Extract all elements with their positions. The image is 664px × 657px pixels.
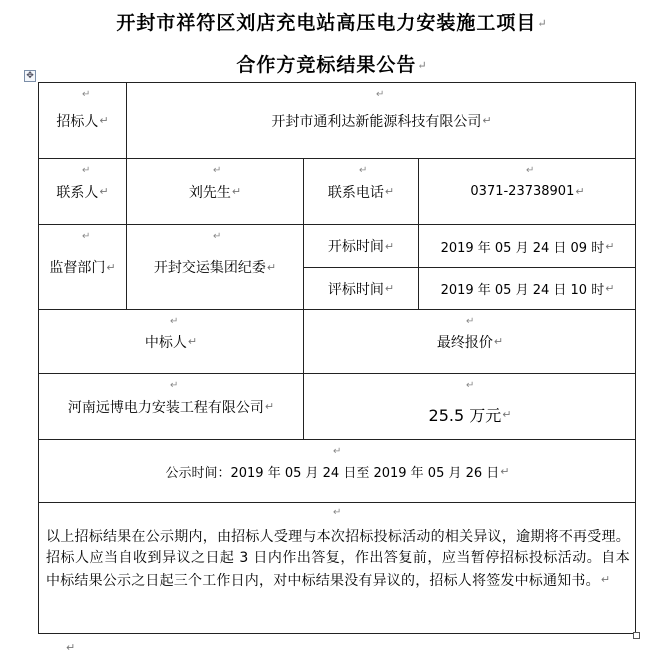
winner-label: 中标人 ↵	[144, 334, 198, 351]
document-title-line-1: 开封市祥符区刘店充电站高压电力安装施工项目↵	[116, 12, 548, 34]
row-divider	[38, 502, 636, 503]
contact-label: 联系人 ↵	[56, 184, 109, 201]
supervisor-value: 开封交运集团纪委 ↵	[153, 260, 277, 276]
contact-value: 刘先生 ↵	[188, 184, 242, 201]
tenderer-value: 开封市通利达新能源科技有限公司 ↵	[271, 113, 492, 130]
eval-time-value: 2019 年 05 月 24 日 10 时 ↵	[440, 282, 615, 298]
result-note-paragraph: 以上招标结果在公示期内，由招标人受理与本次招标投标活动的相关异议，逾期将不再受理。招标人应当自收到异议之日起 3 日内作出答复，作出答复前，应当暂停招标投标活动。自本中标结果公示之日起三个工作日内，对中标结果没有异议的，招标人将签发中标通知书。↵	[46, 529, 630, 589]
paragraph-mark-icon: ↵	[417, 59, 428, 72]
eval-time-label: 评标时间 ↵	[327, 281, 395, 298]
table-resize-handle-icon[interactable]	[633, 632, 640, 639]
final-price-value: 25.5 万元 ↵	[428, 406, 512, 425]
open-time-value: 2019 年 05 月 24 日 09 时 ↵	[440, 239, 615, 256]
phone-value: 0371-23738901 ↵	[470, 184, 585, 199]
phone-label: 联系电话 ↵	[327, 184, 395, 201]
paragraph-mark-icon: ↵	[537, 17, 548, 30]
supervisor-label: 监督部门 ↵	[49, 260, 116, 276]
notice-period: 公示时间：2019 年 05 月 24 日至 2019 年 05 月 26 日 ↵	[165, 464, 510, 481]
final-price-label: 最终报价 ↵	[436, 334, 504, 351]
paragraph-mark-icon: ↵	[66, 641, 76, 654]
table-move-handle-icon[interactable]: ✥	[24, 70, 36, 82]
tenderer-label: 招标人 ↵	[56, 113, 109, 130]
open-time-label: 开标时间 ↵	[327, 239, 395, 255]
winner-value: 河南远博电力安装工程有限公司 ↵	[67, 399, 275, 416]
document-title-line-2: 合作方竞标结果公告↵	[236, 54, 428, 76]
